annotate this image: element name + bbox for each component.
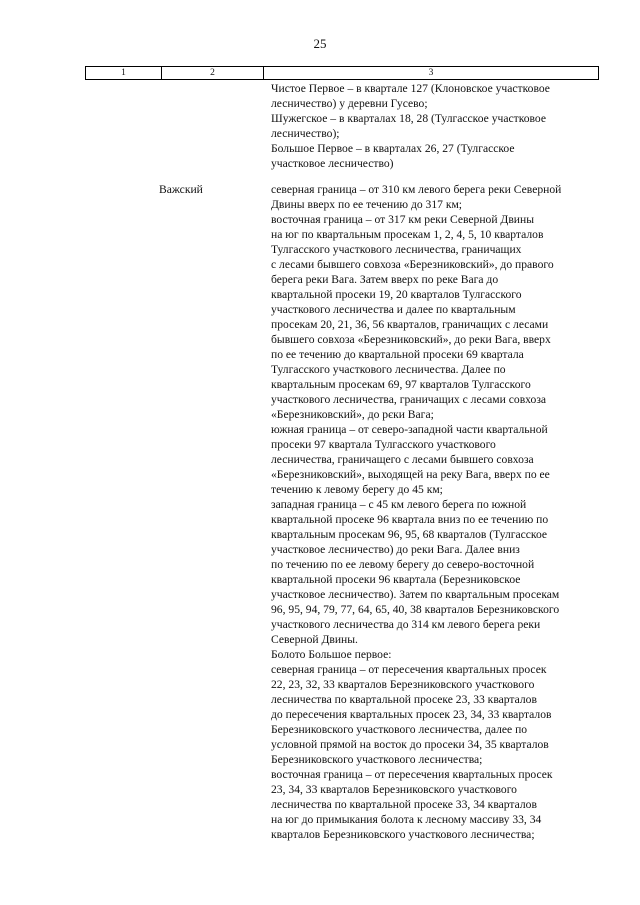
text-line: на юг до примыкания болота к лесному массиву 33, 34 [271,813,542,826]
table-header-col2: 2 [162,67,264,79]
text-line: 96, 95, 94, 79, 77, 64, 65, 40, 38 кварталов Березниковского [271,603,560,616]
text-line: до пересечения квартальных просек 23, 34, 33 кварталов [271,708,552,721]
text-line: лесничества, граничащего с лесами бывшего совхоза [271,453,534,466]
text-line: участковое лесничество) до реки Вага. Далее вниз [271,543,520,556]
region-boundaries-description [271,182,601,842]
text-line: участкового лесничества, граничащих с лесами совхоза [271,393,547,406]
text-line: западная граница – с 45 км левого берега по южной [271,498,527,511]
text-line: «Березниковский», до рєки Вага; [271,408,434,421]
text-line: по ее течению до квартальной просеки 69 квартала [271,348,524,361]
text-line: лесничества по квартальной просеке 23, 33 кварталов [271,693,537,706]
text-line: Тулгасского участкового лесничества, граничащих [271,243,522,256]
text-line: Березниковского участкового лесничества; [271,753,483,766]
text-line: северная граница – от пересечения квартальных просек [271,663,547,676]
text-line: лесничество); [271,127,340,140]
text-line: восточная граница – от 317 км реки Северной Двины [271,213,534,226]
text-line: на юг по квартальным просекам 1, 2, 4, 5, 10 кварталов [271,228,544,241]
text-line: «Березниковский», выходящей на реку Вага, вверх по ее [271,468,550,481]
page-number: 25 [313,36,327,51]
text-line: бывшего совхоза «Березниковский», до реки Вага, вверх [271,333,551,346]
text-line: берега реки Вага. Затем вверх по реке Вага до [271,273,499,286]
text-line: квартальной просеки 19, 20 кварталов Тулгасского [271,288,522,301]
text-line: течению к левому берегу до 45 км; [271,483,443,496]
text-line: лесничества по квартальной просеке 33, 34 кварталов [271,798,537,811]
text-line: Березниковского участкового лесничества, далее по [271,723,528,736]
text-line: с лесами бывшего совхоза «Березниковский», до правого [271,258,554,271]
text-line: квартальным просекам 69, 97 кварталов Тулгасского [271,378,531,391]
text-line: южная граница – от северо-западной части квартальной [271,423,548,436]
text-line: участковое лесничество). Затем по квартальным просекам [271,588,560,601]
text-line: Болото Большое первое: [271,648,392,661]
table-header-col3: 3 [428,68,434,78]
text-line: участкового лесничества и далее по квартальным [271,303,516,316]
text-line: квартальным просекам 96, 95, 68 кварталов (Тулгасское [271,528,548,541]
text-line: Двины вверх по ее течению до 317 км; [271,198,463,211]
text-line: восточная граница – от пересечения квартальных просек [271,768,553,781]
text-line: Тулгасского участкового лесничества. Далее по [271,363,506,376]
table-header-row [85,66,599,80]
region-name: Важский [159,183,203,196]
text-line: 23, 34, 33 кварталов Березниковского участкового [271,783,517,796]
table-header-col1: 1 [86,67,162,79]
text-line: кварталов Березниковского участкового лесничества; [271,828,535,841]
text-line: лесничество) у деревни Гусево; [271,97,428,110]
text-line: квартальной просеки 96 квартала (Березниковское [271,573,521,586]
text-line: участковое лесничество) [271,157,394,170]
text-line: Чистое Первое – в квартале 127 (Клоновское участковое [271,82,550,95]
text-line: квартальной просеке 96 квартала вниз по ее течению по [271,513,549,526]
text-line: 22, 23, 32, 33 кварталов Березниковского участкового [271,678,535,691]
lakes-description [271,81,601,171]
text-line: по течению по ее левому берегу до северо-восточной [271,558,535,571]
text-line: Большое Первое – в кварталах 26, 27 (Тулгасское [271,142,515,155]
text-line: участкового лесничества до 314 км левого берега реки [271,618,541,631]
text-line: Шужегское – в кварталах 18, 28 (Тулгасское участковое [271,112,547,125]
text-line: просеки 97 квартала Тулгасского участкового [271,438,496,451]
text-line: условной прямой на восток до просеки 34, 35 кварталов [271,738,549,751]
text-line: северная граница – от 310 км левого берега реки Северной [271,183,562,196]
text-line: Северной Двины. [271,633,358,646]
text-line: просекам 20, 21, 36, 56 кварталов, граничащих с лесами [271,318,549,331]
